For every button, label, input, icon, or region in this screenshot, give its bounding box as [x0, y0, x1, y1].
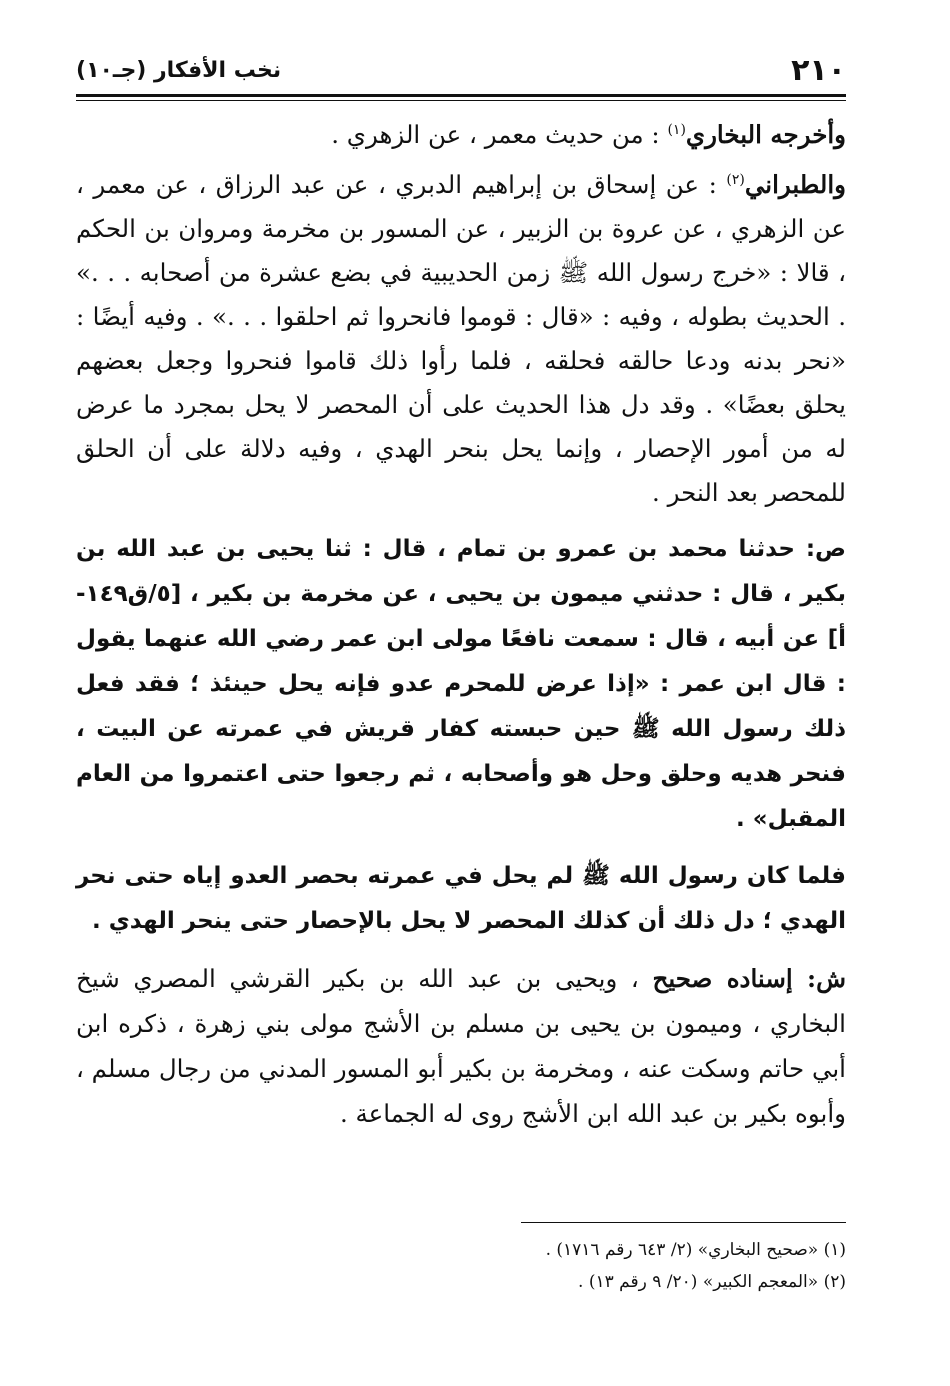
page-number: ٢١٠: [791, 52, 846, 88]
paragraph-text: : من حديث معمر ، عن الزهري .: [331, 120, 668, 149]
running-title: نخب الأفكار (جـ١٠): [76, 57, 282, 83]
paragraph-tabarani: [76, 163, 846, 515]
page-header: [76, 50, 846, 90]
footnote-ref: (٢): [726, 171, 745, 188]
paragraph-commentary: [76, 956, 846, 1136]
paragraph-conclusion: فلما كان رسول الله ﷺ لم يحل في عمرته بحصر العدو إياه حتى نحر الهدي ؛ دل ذلك أن كذلك المحصر لا يحل بالإحصار حتى ينحر الهدي .: [76, 863, 846, 934]
paragraph-lead: والطبراني: [744, 170, 846, 199]
footnotes: [76, 1234, 846, 1298]
footnote-1: (١) «صحيح البخاري» (٢/ ٦٤٣ رقم ١٧١٦) .: [545, 1240, 846, 1260]
paragraph-lead: وأخرجه البخاري: [685, 120, 846, 149]
footnote-ref: (١): [667, 121, 686, 138]
footnote-rule: [521, 1222, 846, 1223]
paragraph-bukhari: [76, 112, 846, 157]
footnote-2: (٢) «المعجم الكبير» (٢٠/ ٩ رقم ١٣) .: [578, 1272, 846, 1292]
paragraph-text: : عن إسحاق بن إبراهيم الدبري ، عن عبد الرزاق ، عن معمر ، عن الزهري ، عن عروة بن الزبير ، عن المسور بن مخرمة ومروان بن الحكم ، قالا : «خرج رسول الله ﷺ زمن الحديبية في بضع عشرة من أصحابه . . .» . الحديث بطوله ، وفيه : «قال : قوموا فانحروا ثم احلقوا . . .» . وفيه أيضًا : «نحر بدنه ودعا حالقه فحلقه ، فلما رأوا ذلك قاموا فنحروا وجعل بعضهم يحلق بعضًا» . وقد دل هذا الحديث على أن المحصر لا يحل بمجرد ما عرض له من أمور الإحصار ، وإنما يحل بنحر الهدي ، وفيه دلالة على أن الحلق للمحصر بعد النحر .: [76, 170, 846, 507]
paragraph-text: ، ويحيى بن عبد الله بن بكير القرشي المصري شيخ البخاري ، وميمون بن يحيى بن مسلم بن الأشج مولى بني زهرة ، ذكره ابن أبي حاتم وسكت عنه ، ومخرمة بن بكير أبو المسور المدني من رجال مسلم ، وأبوه بكير بن عبد الله ابن الأشج روى له الجماعة .: [75, 964, 846, 1128]
paragraph-hadith-text: ص: حدثنا محمد بن عمرو بن تمام ، قال : ثنا يحيى بن عبد الله بن بكير ، قال : حدثني ميمون بن يحيى ، عن مخرمة بن بكير ، [٥/ق١٤٩-أ] عن أبيه ، قال : سمعت نافعًا مولى ابن عمر رضي الله عنهما يقول : قال ابن عمر : «إذا عرض للمحرم عدو فإنه يحل حينئذ ؛ فقد فعل ذلك رسول الله ﷺ حين حبسته كفار قريش في عمرته عن البيت ، فنحر هديه وحلق وحل هو وأصحابه ، ثم رجعوا حتى اعتمروا من العام المقبل» .: [76, 536, 846, 832]
paragraph-lead: ش: إسناده صحيح: [652, 964, 846, 993]
main-text: [76, 112, 846, 1136]
header-rule: [76, 94, 846, 101]
